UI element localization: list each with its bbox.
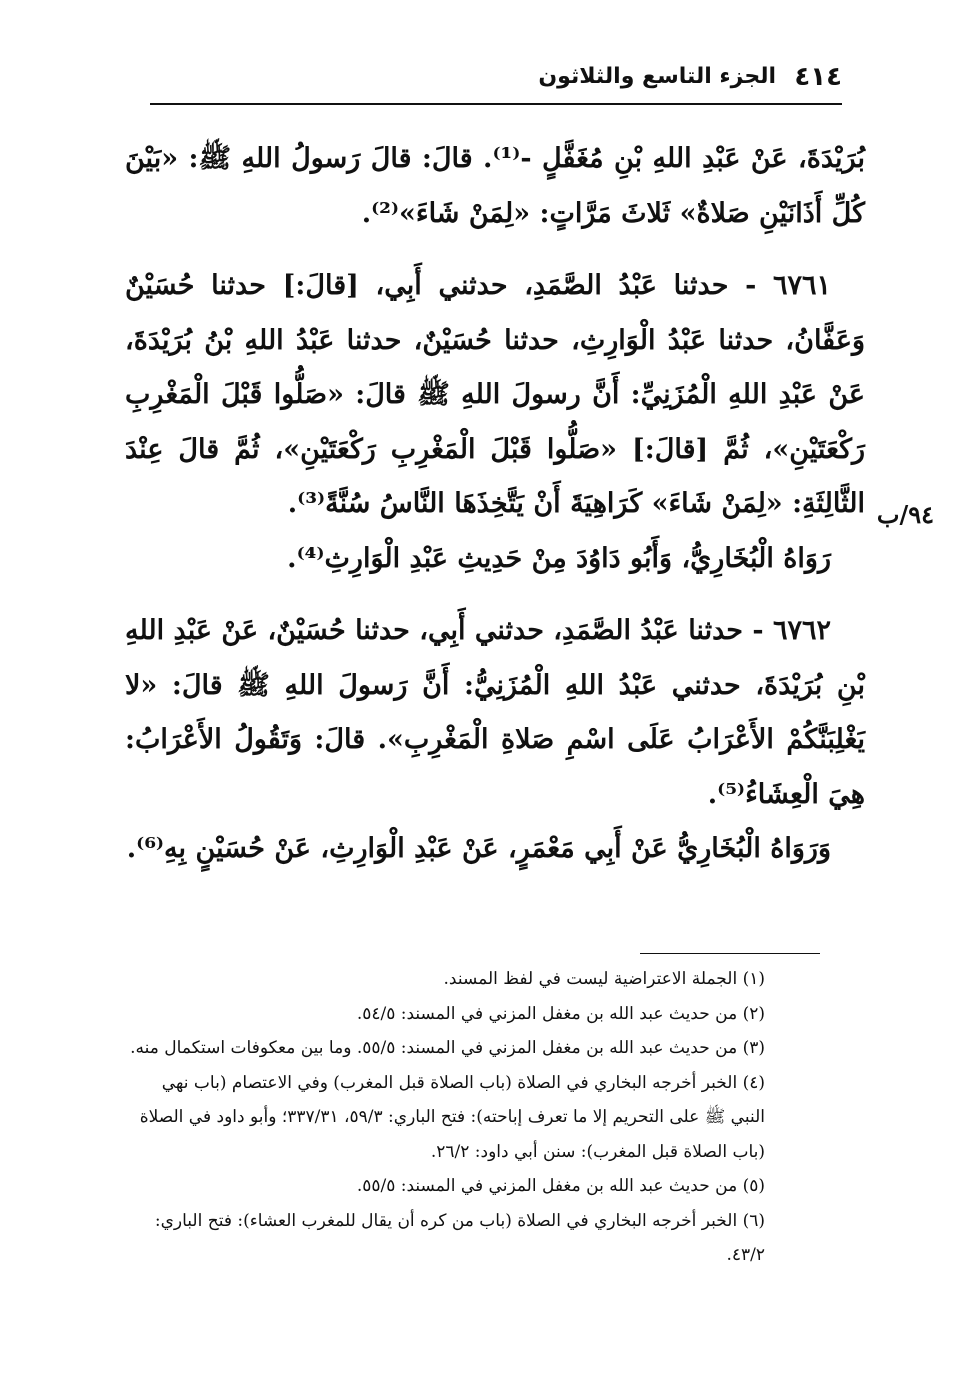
- narration-note-bukhari-abu-dawud: رَوَاهُ الْبُخَارِيُّ، وَأَبُو دَاوُدَ مِنْ حَدِيثِ عَبْدِ الْوَارِثِ⁽⁴⁾.: [287, 542, 831, 574]
- header-rule: [150, 103, 842, 105]
- footnotes: [125, 962, 825, 1273]
- footnote-3: (٣) من حديث عبد الله بن مغفل المزني في المسند: ٥٥/٥. وما بين معكوفات استكمال منه.: [130, 1038, 765, 1058]
- volume-title: الجزء التاسع والثلاثون: [538, 64, 776, 89]
- hadith-6762: ٦٧٦٢ - حدثنا عَبْدُ الصَّمَدِ، حدثني أَبِي، حدثنا حُسَيْنٌ، عَنْ عَبْدِ اللهِ بْنِ بُرَيْدَةَ، حدثني عَبْدُ اللهِ الْمُزَنِيُّ: أَنَّ رَسولَ اللهِ ﷺ قالَ: «لا يَغْلِبَنَّكُمْ الأَعْرَابُ عَلَى اسْمِ صَلاةِ الْمَغْرِبِ». قالَ: وَتَقُولُ الأَعْرَابُ: هِيَ الْعِشَاءُ⁽⁵⁾.: [125, 615, 865, 810]
- manuscript-folio-marker: ٩٤/ب: [876, 500, 934, 529]
- paragraph-continuation: بُرَيْدَةَ، عَنْ عَبْدِ اللهِ بْنِ مُغَفَّلٍ -⁽¹⁾. قالَ: قالَ رَسولُ اللهِ ﷺ: «بَيْنَ كُلِّ أَذَانَيْنِ صَلاةٌ» ثَلاثَ مَرَّاتٍ: «لِمَنْ شَاءَ»⁽²⁾.: [125, 143, 865, 229]
- running-header: [150, 62, 842, 98]
- footnote-6: (٦) الخبر أخرجه البخاري في الصلاة (باب من كره أن يقال للمغرب العشاء): فتح الباري: ٤٣/٢.: [154, 1210, 765, 1265]
- footnote-5: (٥) من حديث عبد الله بن مغفل المزني في المسند: ٥٥/٥.: [356, 1176, 765, 1196]
- footnote-rule: [640, 953, 820, 954]
- footnote-2: (٢) من حديث عبد الله بن مغفل المزني في المسند: ٥٤/٥.: [356, 1003, 765, 1024]
- narration-note-bukhari: وَرَوَاهُ الْبُخَارِيُّ عَنْ أَبِي مَعْمَرٍ، عَنْ عَبْدِ الْوَارِثِ، عَنْ حُسَيْنٍ بِهِ⁽⁶⁾.: [126, 833, 831, 864]
- page-number: ٤١٤: [794, 62, 842, 92]
- hadith-6761: ٦٧٦١ - حدثنا عَبْدُ الصَّمَدِ، حدثني أَبِي، [قالَ:] حدثنا حُسَيْنٌ وَعَفَّانُ، حدثنا عَبْدُ الْوَارِثِ، حدثنا حُسَيْنٌ، حدثنا عَبْدُ اللهِ بْنُ بُرَيْدَةَ، عَنْ عَبْدِ اللهِ الْمُزَنِيِّ: أَنَّ رسولَ اللهِ ﷺ قالَ: «صَلُّوا قَبْلَ الْمَغْرِبِ رَكْعَتَيْنِ»، ثُمَّ [قالَ:] «صَلُّوا قَبْلَ الْمَغْرِبِ رَكْعَتَيْنِ»، ثُمَّ قالَ عِنْدَ الثَّالِثَةِ: «لِمَنْ شَاءَ» كَرَاهِيَةَ أَنْ يَتَّخِذَهَا النَّاسُ سُنَّةً⁽³⁾.: [125, 270, 865, 519]
- main-text: [125, 132, 865, 877]
- footnote-4: (٤) الخبر أخرجه البخاري في الصلاة (باب الصلاة قبل المغرب) وفي الاعتصام (باب نهي النبي ﷺ على التحريم إلا ما تعرف إباحته): فتح الباري: ٥٩/٣، ٣٣٧/٣١؛ وأبو داود في الصلاة (باب الصلاة قبل المغرب): سنن أبي داود: ٢٦/٢.: [139, 1072, 765, 1162]
- footnote-1: (١) الجملة الاعتراضية ليست في لفظ المسند.: [443, 969, 765, 989]
